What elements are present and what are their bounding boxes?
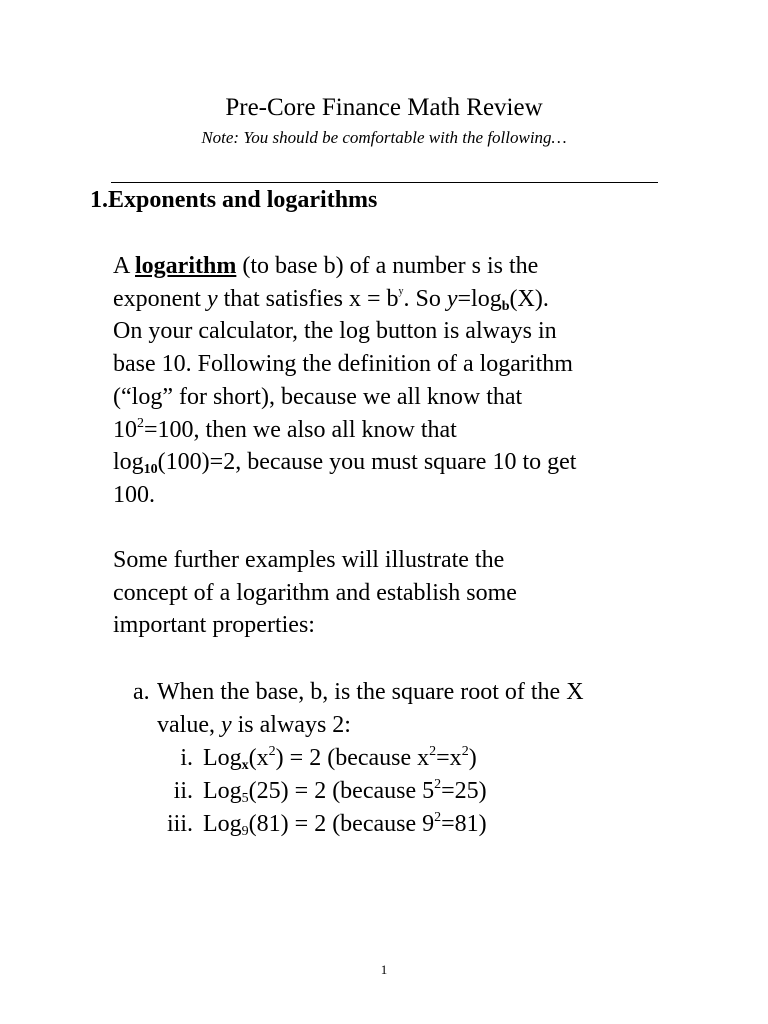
examples-list [0, 676, 768, 841]
subscript: x [241, 758, 249, 773]
document-title: Pre-Core Finance Math Review [225, 94, 543, 121]
paragraph-line: log10(100)=2, because you must square 10 to get [113, 449, 577, 478]
superscript: 2 [461, 744, 469, 759]
superscript: 2 [429, 744, 437, 759]
horizontal-divider [111, 182, 658, 183]
examples-intro-paragraph [113, 544, 673, 642]
list-item-a [0, 676, 768, 742]
superscript: 2 [434, 810, 442, 825]
paragraph-line: base 10. Following the definition of a logarithm [113, 351, 573, 378]
section-heading: 1.Exponents and logarithms [90, 187, 378, 213]
paragraph-line: 100. [113, 481, 155, 508]
logarithm-definition-paragraph [113, 250, 673, 512]
list-item-text: Log$_9$(81) = 2 (because $9^2=81$) [203, 810, 487, 839]
paragraph-line: (“log” for short), because we all know that [113, 383, 523, 410]
list-item-text: Log$_5$(25) = 2 (because $5^2=25$) [203, 777, 487, 806]
paragraph-line: exponent y that satisfies $x = b^y$. So y=logb(X). [113, 285, 549, 314]
subscript: 10 [143, 462, 158, 478]
list-item-i [0, 742, 768, 775]
list-item-iii [0, 808, 768, 841]
list-marker: i. [180, 745, 193, 771]
list-marker: ii. [173, 778, 193, 804]
superscript: 2 [434, 777, 442, 792]
list-item-text: $Logx(x^2) = 2$ (because $x^2=x^2$) [203, 744, 477, 773]
subscript: 5 [241, 791, 249, 806]
paragraph-line: $10^2=100$, then we also all know that [113, 415, 457, 443]
list-marker: a. [133, 679, 150, 705]
paragraph-line: On your calculator, the log button is always in [113, 318, 557, 345]
document-subtitle: Note: You should be comfortable with the following… [201, 128, 567, 147]
subscript: b [501, 298, 510, 314]
list-item-ii [0, 775, 768, 808]
paragraph-line: important properties: [113, 612, 315, 639]
paragraph-line: concept of a logarithm and establish some [113, 579, 517, 606]
keyword-logarithm: logarithm [135, 253, 237, 279]
list-marker: iii. [166, 811, 193, 837]
paragraph-line: Some further examples will illustrate the [113, 547, 505, 573]
paragraph-line: A logarithm (to base b) of a number s is the [113, 253, 539, 279]
subscript: 9 [241, 824, 249, 839]
superscript: 2 [268, 744, 276, 759]
page-number: 1 [380, 962, 388, 977]
superscript: 2 [137, 415, 144, 431]
superscript: y [398, 285, 404, 297]
list-item-text: When the base, b, is the square root of the X value, y is always 2: [157, 679, 584, 738]
